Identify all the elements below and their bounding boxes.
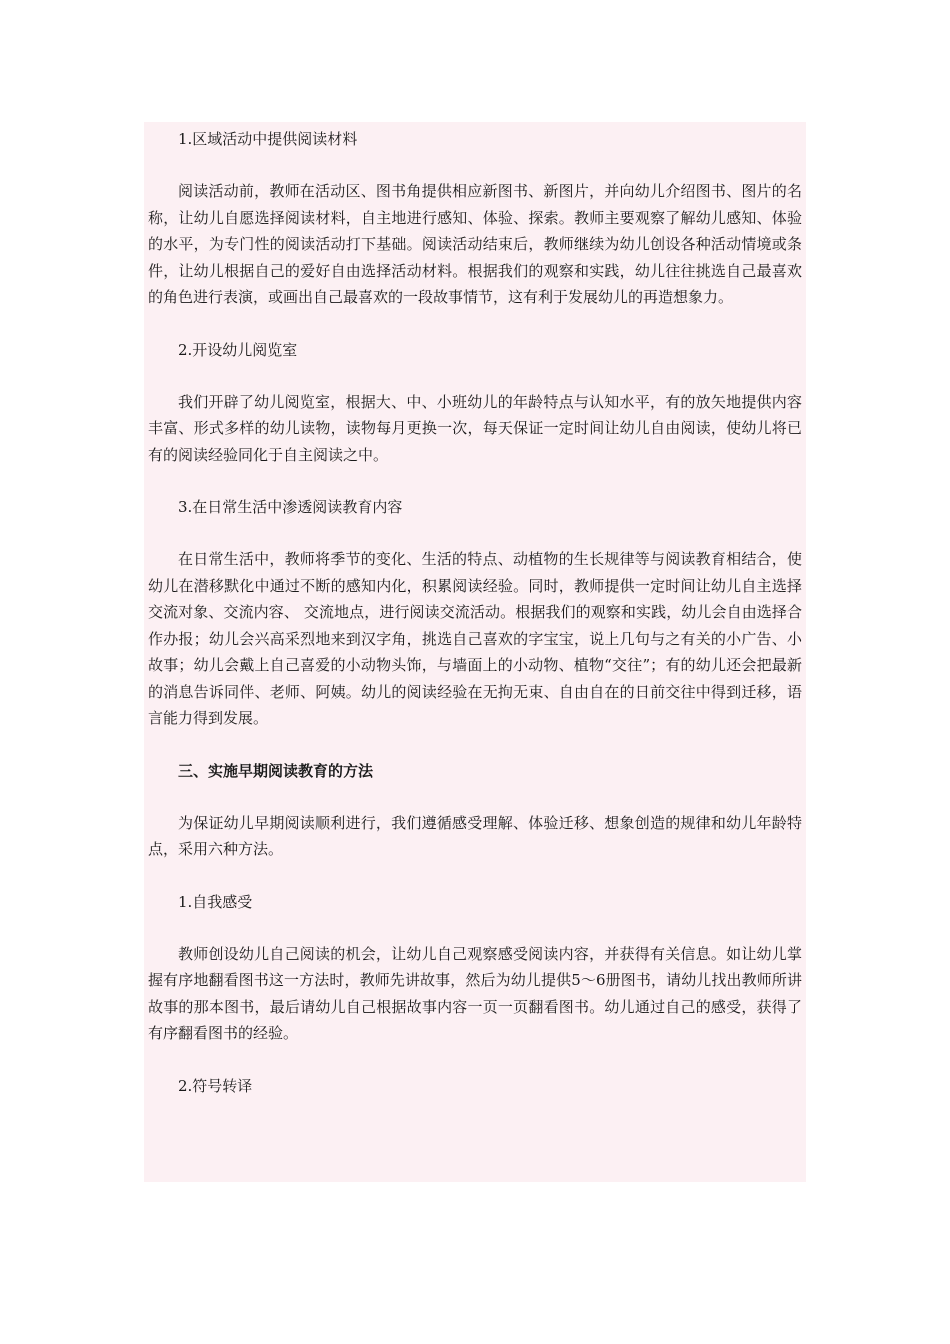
- spacer: [148, 520, 802, 546]
- paragraph-3-1: 教师创设幼儿自己阅读的机会，让幼儿自己观察感受阅读内容，并获得有关信息。如让幼儿掌握有序地翻看图书这一方法时，教师先讲故事，然后为幼儿提供5～6册图书，请幼儿找出教师所讲故事的那本图书，最后请幼儿自己根据故事内容一页一页翻看图书。幼儿通过自己的感受，获得了有序翻看图书的经验。: [148, 944, 802, 1042]
- subheading-1-3: 3.在日常生活中渗透阅读教育内容: [178, 498, 403, 516]
- spacer: [148, 1047, 802, 1073]
- subheading-3-2: 2.符号转译: [178, 1076, 253, 1095]
- subheading-1-2: 2.开设幼儿阅览室: [178, 340, 298, 359]
- spacer: [148, 468, 802, 494]
- document-page: [144, 122, 806, 1182]
- paragraph-1-3: 在日常生活中，教师将季节的变化、生活的特点、动植物的生长规律等与阅读教育相结合，使幼儿在潜移默化中通过不断的感知内化，积累阅读经验。同时，教师提供一定时间让幼儿自主选择交流对象、交流内容、 交流地点，进行阅读交流活动。根据我们的观察和实践，幼儿会自由选择合作办报；幼儿会兴高采烈地来到汉字角，挑选自己喜欢的字宝宝，说上几句与之有关的小广告、小故事；幼儿会戴上自己喜爱的小动物头饰，与墙面上的小动物、植物“交往”；有的幼儿还会把最新的消息告诉同伴、老师、阿姨。幼儿的阅读经验在无拘无束、自由自在的日前交往中得到迁移，语言能力得到发展。: [148, 550, 802, 727]
- section-heading-3: 三、实施早期阅读教育的方法: [178, 761, 374, 780]
- spacer: [148, 732, 802, 758]
- spacer: [148, 152, 802, 178]
- paragraph-1-2: 我们开辟了幼儿阅览室，根据大、中、小班幼儿的年龄特点与认知水平，有的放矢地提供内容丰富、形式多样的幼儿读物，读物每月更换一次，每天保证一定时间让幼儿自由阅读，使幼儿将已有的阅读经验同化于自主阅读之中。: [148, 392, 802, 464]
- paragraph-3-intro: 为保证幼儿早期阅读顺利进行，我们遵循感受理解、体验迁移、想象创造的规律和幼儿年龄特点，采用六种方法。: [148, 813, 802, 858]
- spacer: [148, 863, 802, 889]
- spacer: [148, 784, 802, 810]
- subheading-1-1: 1.区域活动中提供阅读材料: [178, 130, 358, 148]
- spacer: [148, 311, 802, 337]
- subheading-3-1: 1.自我感受: [178, 892, 253, 911]
- spacer: [148, 363, 802, 389]
- spacer: [148, 915, 802, 941]
- paragraph-1-1: 阅读活动前，教师在活动区、图书角提供相应新图书、新图片，并向幼儿介绍图书、图片的名称，让幼儿自愿选择阅读材料，自主地进行感知、体验、探索。教师主要观察了解幼儿感知、体验的水平，为专门性的阅读活动打下基础。阅读活动结束后，教师继续为幼儿创设各种活动情境或条件，让幼儿根据自己的爱好自由选择活动材料。根据我们的观察和实践，幼儿往往挑选自己最喜欢的角色进行表演，或画出自己最喜欢的一段故事情节，这有利于发展幼儿的再造想象力。: [148, 182, 802, 306]
